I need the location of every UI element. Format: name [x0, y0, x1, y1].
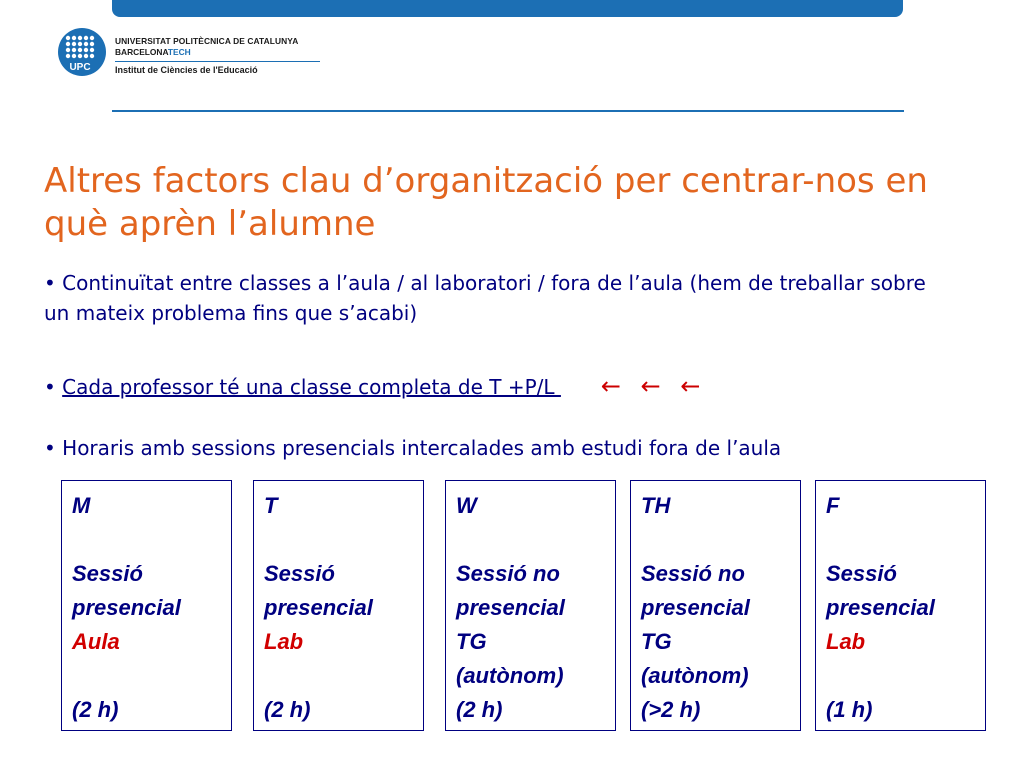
bullet-marker: •	[44, 271, 56, 295]
upc-logo-text	[115, 36, 325, 75]
bullet-text: Horaris amb sessions presencials intercalades amb estudi fora de l’aula	[62, 436, 782, 460]
session-hours: (2 h)	[264, 697, 311, 722]
session-place: Aula	[72, 629, 120, 654]
session-line2: presencial	[456, 595, 565, 620]
institute-name: Institut de Ciències de l'Educació	[115, 65, 258, 75]
day-box-tuesday	[253, 480, 424, 731]
bullet-continuity	[44, 268, 954, 328]
upc-logo-badge	[58, 28, 106, 76]
bullet-professor	[44, 371, 954, 402]
bullet-text: Cada professor té una classe completa de T +P/L	[62, 375, 561, 399]
bullet-marker: •	[44, 375, 56, 399]
day-label: F	[826, 493, 840, 518]
session-hours: (>2 h)	[641, 697, 701, 722]
day-box-monday	[61, 480, 232, 731]
session-mode: (autònom)	[641, 663, 749, 688]
day-label: M	[72, 493, 91, 518]
session-place: TG	[641, 629, 672, 654]
upc-logo	[58, 28, 328, 80]
session-line2: presencial	[264, 595, 373, 620]
header-divider	[112, 110, 904, 112]
top-banner-bar	[112, 0, 903, 17]
tagline-accent: TECH	[167, 47, 191, 57]
upc-badge-text: UPC	[69, 62, 91, 73]
session-hours: (2 h)	[72, 697, 119, 722]
day-box-thursday	[630, 480, 801, 731]
session-line1: Sessió	[264, 561, 335, 586]
session-mode: (autònom)	[456, 663, 564, 688]
bullet-schedules	[44, 433, 954, 463]
logo-divider	[115, 61, 320, 62]
session-place: TG	[456, 629, 487, 654]
day-box-friday	[815, 480, 986, 731]
left-arrows-icon: ← ← ←	[600, 372, 707, 400]
day-label: W	[456, 493, 477, 518]
upc-logo-dots-icon	[58, 28, 106, 76]
day-box-wednesday	[445, 480, 616, 731]
session-line2: presencial	[641, 595, 750, 620]
bullet-text: Continuïtat entre classes a l’aula / al laboratori / fora de l’aula (hem de treballar sobre un mateix problema fins que s’acabi)	[44, 271, 926, 325]
tagline-prefix: BARCELONA	[115, 47, 168, 57]
session-line1: Sessió no	[456, 561, 560, 586]
day-label: TH	[641, 493, 671, 518]
session-line1: Sessió no	[641, 561, 745, 586]
session-line2: presencial	[826, 595, 935, 620]
session-place: Lab	[264, 629, 304, 654]
bullet-marker: •	[44, 436, 56, 460]
session-line2: presencial	[72, 595, 181, 620]
session-line1: Sessió	[72, 561, 143, 586]
session-place: Lab	[826, 629, 866, 654]
session-line1: Sessió	[826, 561, 897, 586]
session-hours: (2 h)	[456, 697, 503, 722]
university-tagline	[115, 47, 325, 57]
session-hours: (1 h)	[826, 697, 873, 722]
day-label: T	[264, 493, 278, 518]
slide-title: Altres factors clau d’organització per centrar-nos en què aprèn l’alumne	[44, 161, 928, 244]
university-name: UNIVERSITAT POLITÈCNICA DE CATALUNYA	[115, 36, 299, 46]
